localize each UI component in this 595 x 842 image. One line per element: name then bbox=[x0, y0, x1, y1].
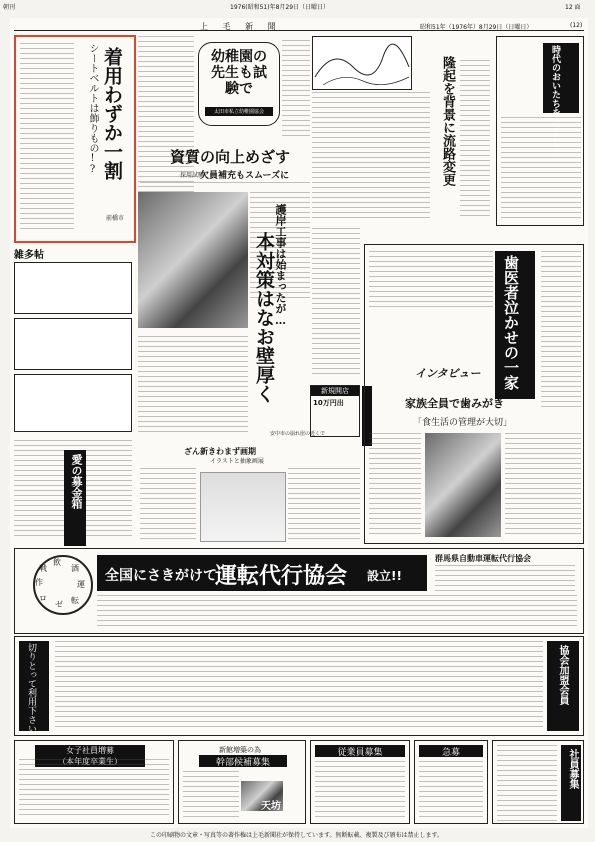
seatbelt-subtitle: シートベルトは飾りもの!? bbox=[87, 43, 98, 175]
jugyoin-title: 従業員募集 bbox=[315, 745, 405, 757]
kindergarten-label: 太田市私立幼稚園協会 bbox=[205, 107, 273, 116]
daiko-ad bbox=[14, 548, 584, 634]
seatbelt-title: 着用わずか一割 bbox=[101, 47, 123, 180]
logo-char-1: 飲 bbox=[53, 558, 61, 567]
manga-label: 雑多帖 bbox=[14, 250, 44, 261]
gogan-tag: 護岸工事は始まったが… bbox=[274, 204, 287, 327]
right-top-title: 時代のおいたちをたずねる bbox=[550, 45, 560, 153]
waterfall-photo bbox=[138, 192, 248, 328]
masthead-page: (12) bbox=[570, 22, 583, 29]
member-title: 協会加盟会員 bbox=[557, 645, 568, 705]
kanbu-title: 幹部候補募集 bbox=[199, 755, 287, 767]
daiko-slogan: 全国にさきがけて bbox=[105, 568, 217, 584]
daiko-main: 運転代行協会 bbox=[215, 564, 348, 589]
kindergarten-title: 幼稚園の先生も試験で bbox=[211, 49, 267, 97]
shinkaiten-ad bbox=[310, 385, 360, 437]
map-figure bbox=[312, 36, 412, 90]
daiko-banner bbox=[97, 555, 427, 591]
logo-char-5: ゼ bbox=[55, 600, 63, 609]
river-map-svg bbox=[313, 37, 411, 89]
kindergarten-title-box bbox=[198, 42, 280, 126]
ad-kanbu bbox=[178, 740, 306, 824]
manga-strip bbox=[14, 246, 132, 436]
print-date: 1976(昭和51)年8月29日（日曜日） bbox=[230, 4, 330, 11]
cutout-note: 切りとって利用下さい bbox=[26, 643, 36, 733]
dental-article bbox=[364, 244, 584, 544]
masthead-date: 昭和51年（1976年）8月29日（日曜日） bbox=[420, 24, 533, 31]
dansan-sub: イラストと抽象画展 bbox=[210, 458, 264, 465]
logo-char-6: ロ bbox=[39, 594, 47, 603]
gogan-title: 本対策はなお壁厚く bbox=[253, 232, 275, 403]
quality-title: 資質の向上めざす bbox=[170, 148, 291, 166]
joshi-title: 女子社員増募（本年度卒業生） bbox=[35, 745, 145, 767]
family-photo bbox=[425, 433, 501, 537]
dental-quote: 「食生活の管理が大切」 bbox=[413, 418, 513, 428]
right-top-article bbox=[496, 36, 584, 226]
interview-label: インタビュー bbox=[415, 367, 481, 380]
edition-label: 朝刊 bbox=[3, 4, 16, 11]
logo-char-4: 転 bbox=[71, 596, 79, 605]
ad-shain bbox=[492, 740, 584, 824]
ryuki-title: 隆起を背景に流路変更 bbox=[440, 56, 455, 186]
logo-char-2: 酒 bbox=[71, 564, 79, 573]
kanbu-pre: 新館増築の為 bbox=[219, 746, 261, 754]
paper-name: 上 毛 新 聞 bbox=[200, 22, 282, 31]
member-list bbox=[14, 636, 584, 736]
seatbelt-location: 前橋市 bbox=[105, 215, 124, 222]
daiko-org: 群馬県自動車運転代行協会 bbox=[435, 553, 531, 563]
ad-jugyoin bbox=[310, 740, 410, 824]
logo-char-3: 運 bbox=[77, 580, 85, 589]
ai-fund-box bbox=[64, 450, 86, 546]
kindergarten-header bbox=[138, 36, 194, 216]
logo-char-8: 戦 bbox=[39, 564, 47, 573]
ad-kyubo bbox=[414, 740, 488, 824]
page-number: 12 面 bbox=[565, 4, 581, 11]
seatbelt-article bbox=[14, 35, 136, 243]
copyright-notice: この印刷物の文章・写真等の著作権は上毛新聞社が保持しています。無断転載、複製及び頒布は禁止します。 bbox=[150, 832, 444, 839]
dental-title: 歯医者泣かせの一家 bbox=[502, 255, 520, 390]
kanbu-brand: 天坊 bbox=[261, 801, 281, 812]
dansan-title: ざん新きわまず画期 bbox=[184, 446, 256, 456]
ai-fund-title: 愛の募金箱 bbox=[70, 454, 83, 509]
shinkaiten-title: 新規開店 bbox=[311, 386, 359, 396]
shain-title: 社員募集 bbox=[567, 749, 578, 789]
dental-family: 家族全員で歯みがき bbox=[405, 397, 504, 410]
quality-label: 採用試験 bbox=[180, 172, 205, 179]
daiko-suffix: 設立!! bbox=[367, 569, 402, 583]
ad-joshi bbox=[14, 740, 174, 824]
logo-char-7: 作 bbox=[35, 578, 43, 587]
gogan-sub: 安中市の崩れ崖の近くで bbox=[270, 431, 326, 437]
kyubo-title: 急募 bbox=[419, 745, 483, 757]
quality-subtitle: 欠員補充もスムーズに bbox=[200, 171, 290, 181]
gallery-photo bbox=[200, 472, 286, 542]
shinkaiten-sub: 10万円出 bbox=[313, 399, 344, 407]
